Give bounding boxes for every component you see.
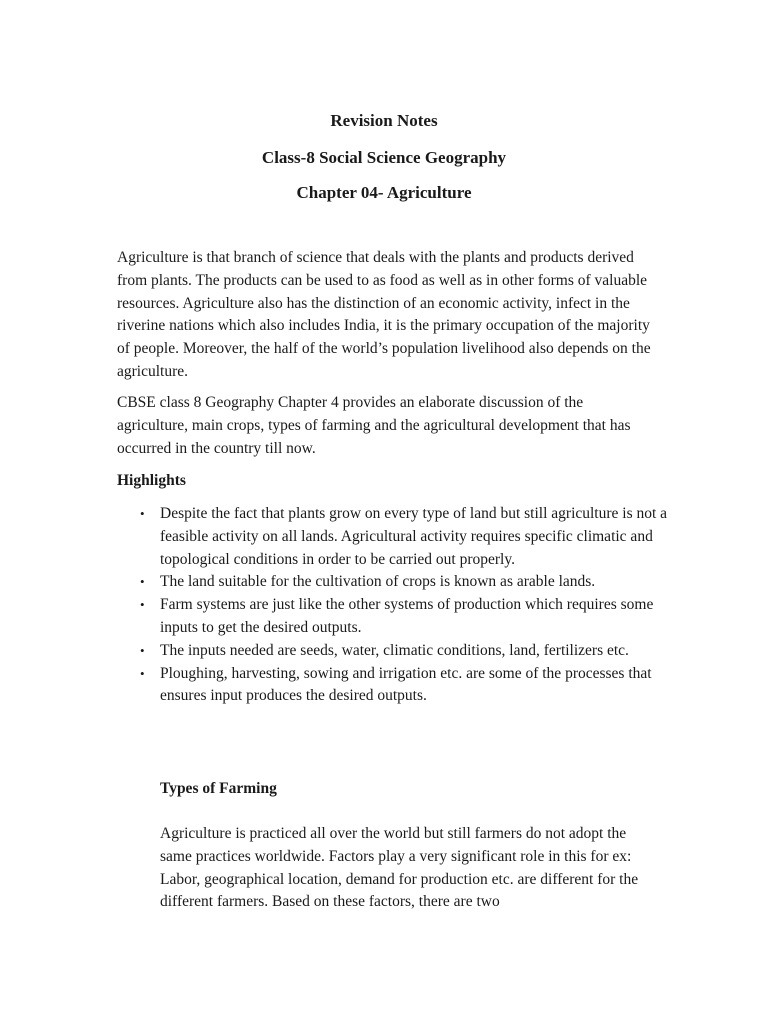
list-item-text: Ploughing, harvesting, sowing and irrigation etc. are some of the processes that ensures input produces the desired outputs. [160, 664, 652, 705]
bullet-icon: • [140, 642, 145, 658]
list-item [117, 571, 677, 594]
highlights-list [117, 503, 677, 708]
overview-paragraph: CBSE class 8 Geography Chapter 4 provides an elaborate discussion of the agriculture, main crops, types of farming and the agricultural development that has occurred in the country till now. [117, 394, 631, 457]
document-title: Revision Notes [330, 111, 438, 130]
types-of-farming-heading: Types of Farming [160, 780, 277, 797]
list-item-text: Despite the fact that plants grow on every type of land but still agriculture is not a feasible activity on all lands. Agricultural activity requires specific climatic and topological conditions in order to be carried out properly. [160, 505, 668, 568]
intro-paragraph: Agriculture is that branch of science that deals with the plants and products derived from plants. The products can be used to as food as well as in other forms of valuable resources. Agriculture also has the distinction of an economic activity, infect in the riverine nations which also includes India, it is the primary occupation of the majority of people. Moreover, the half of the world’s population livelihood also depends on the agriculture. [117, 249, 651, 380]
bullet-icon: • [140, 597, 145, 613]
bullet-icon: • [140, 665, 145, 681]
list-item-text: The inputs needed are seeds, water, climatic conditions, land, fertilizers etc. [160, 641, 629, 659]
list-item [117, 640, 677, 663]
list-item-text: The land suitable for the cultivation of crops is known as arable lands. [160, 573, 596, 591]
highlights-heading: Highlights [117, 472, 186, 489]
bullet-icon: • [140, 506, 145, 521]
list-item-text: Farm systems are just like the other systems of production which requires some inputs to get the desired outputs. [160, 596, 654, 636]
bullet-icon: • [140, 574, 145, 590]
document-subtitle-class: Class-8 Social Science Geography [261, 148, 507, 167]
document-subtitle-chapter: Chapter 04- Agriculture [296, 183, 472, 202]
types-of-farming-paragraph: Agriculture is practiced all over the world but still farmers do not adopt the same practices worldwide. Factors play a very significant role in this for ex: Labor, geographical location, demand for production etc. are different for the different farmers. Based on these factors, there are two [160, 825, 639, 911]
list-item [117, 594, 677, 640]
list-item [117, 503, 677, 571]
list-item [117, 663, 677, 709]
